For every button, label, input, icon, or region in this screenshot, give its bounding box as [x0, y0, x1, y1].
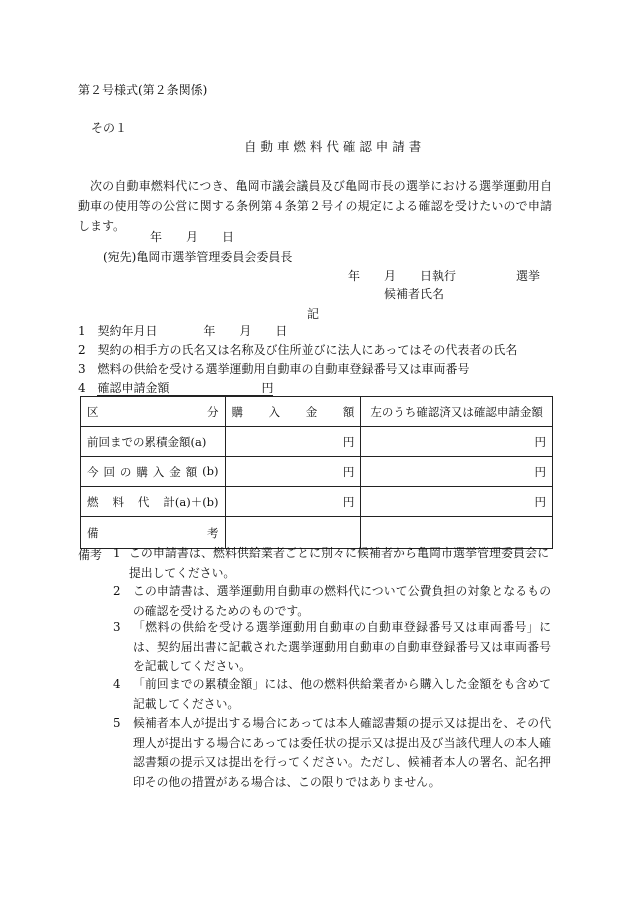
note-item [113, 714, 551, 792]
table-row [81, 487, 553, 517]
item-value: 年 月 日 [203, 324, 288, 338]
header-purchase-amount: 購 入 金 額 [225, 397, 361, 427]
note-item [113, 544, 549, 583]
note-text: 「燃料の供給を受ける選挙運動用自動車の自動車登録番号又は車両番号」には、契約届出書に記載された選挙運動用自動車の自動車登録番号又は車両番号を記載してください。 [133, 620, 551, 673]
intro-paragraph: 次の自動車燃料代につき、亀岡市議会議員及び亀岡市長の選挙における選挙運動用自動車の使用等の公営に関する条例第４条第２号イの規定による確認を受けたいので申請します。 [78, 179, 552, 233]
item-label: 確認申請金額 [97, 381, 170, 395]
confirmed-cell[interactable]: 円 [361, 487, 553, 517]
amount-underline [97, 381, 273, 396]
row-label: 前回までの累積金額(a) [81, 427, 226, 457]
confirmed-cell[interactable]: 円 [361, 457, 553, 487]
note-number: 3 [113, 620, 121, 634]
note-item [113, 582, 551, 621]
document-title: 自 動 車 燃 料 代 確 認 申 請 書 [244, 139, 422, 154]
table-row [81, 457, 553, 487]
item-label: 契約の相手方の氏名又は名称及び住所並びに法人にあってはその代表者の氏名 [97, 343, 518, 357]
row-label: 燃 料 代 計(a)＋(b) [81, 487, 226, 517]
row-label: 今 回 の 購 入 金 額 (b) [81, 457, 226, 487]
header-confirmed-amount: 左のうち確認済又は確認申請金額 [361, 397, 553, 427]
fuel-cost-table [80, 396, 553, 549]
note-item [113, 675, 551, 714]
item-requested-amount [78, 380, 273, 396]
note-number: 1 [113, 546, 121, 560]
notes-label: 備考 [78, 548, 103, 562]
row-label: 備 考 [81, 517, 226, 549]
note-item [113, 618, 551, 677]
item-number: 2 [78, 343, 86, 357]
note-number: 2 [113, 584, 121, 598]
note-text: 「前回までの累積金額」には、他の燃料供給業者から購入した金額をも含めて記載してください。 [133, 677, 551, 711]
table-row [81, 427, 553, 457]
form-number: 第２号様式(第２条関係) [78, 83, 208, 97]
item-number: 3 [78, 362, 86, 376]
table-header-row [81, 397, 553, 427]
item-vehicle-number [78, 361, 469, 377]
item-number: 4 [78, 381, 86, 395]
amount-cell[interactable]: 円 [225, 427, 361, 457]
form-variant: その１ [91, 121, 128, 135]
note-text: 候補者本人が提出する場合にあっては本人確認書類の提示又は提出を、その代理人が提出する場合にあっては委任状の提示又は提出及び当該代理人の本人確認書類の提示又は提出を行ってください。ただし、候補者本人の署名、記名押印その他の措置がある場合は、この限りではありません。 [133, 716, 551, 789]
note-text: この申請書は、燃料供給業者ごとに別々に候補者から亀岡市選挙管理委員会に提出してください。 [129, 546, 549, 580]
item-label: 契約年月日 [97, 324, 158, 338]
confirmed-cell[interactable]: 円 [361, 427, 553, 457]
item-value: 円 [261, 381, 274, 395]
note-number: 4 [113, 677, 121, 691]
candidate-name-label: 候補者氏名 [384, 287, 445, 301]
item-label: 燃料の供給を受ける選挙運動用自動車の自動車登録番号又は車両番号 [97, 362, 470, 376]
note-number: 5 [113, 716, 121, 730]
ki-heading: 記 [307, 307, 320, 321]
note-text: この申請書は、選挙運動用自動車の燃料代について公費負担の対象となるものの確認を受けるためのものです。 [133, 584, 551, 618]
application-date: 年 月 日 [150, 230, 235, 244]
election-line: 年 月 日執行 選挙 [348, 269, 541, 283]
item-contract-date [78, 323, 287, 339]
amount-cell[interactable]: 円 [225, 457, 361, 487]
header-category: 区 分 [81, 397, 226, 427]
addressee: (宛先)亀岡市選挙管理委員会委員長 [103, 250, 293, 264]
item-number: 1 [78, 324, 86, 338]
item-contract-party [78, 342, 517, 358]
amount-cell[interactable]: 円 [225, 487, 361, 517]
